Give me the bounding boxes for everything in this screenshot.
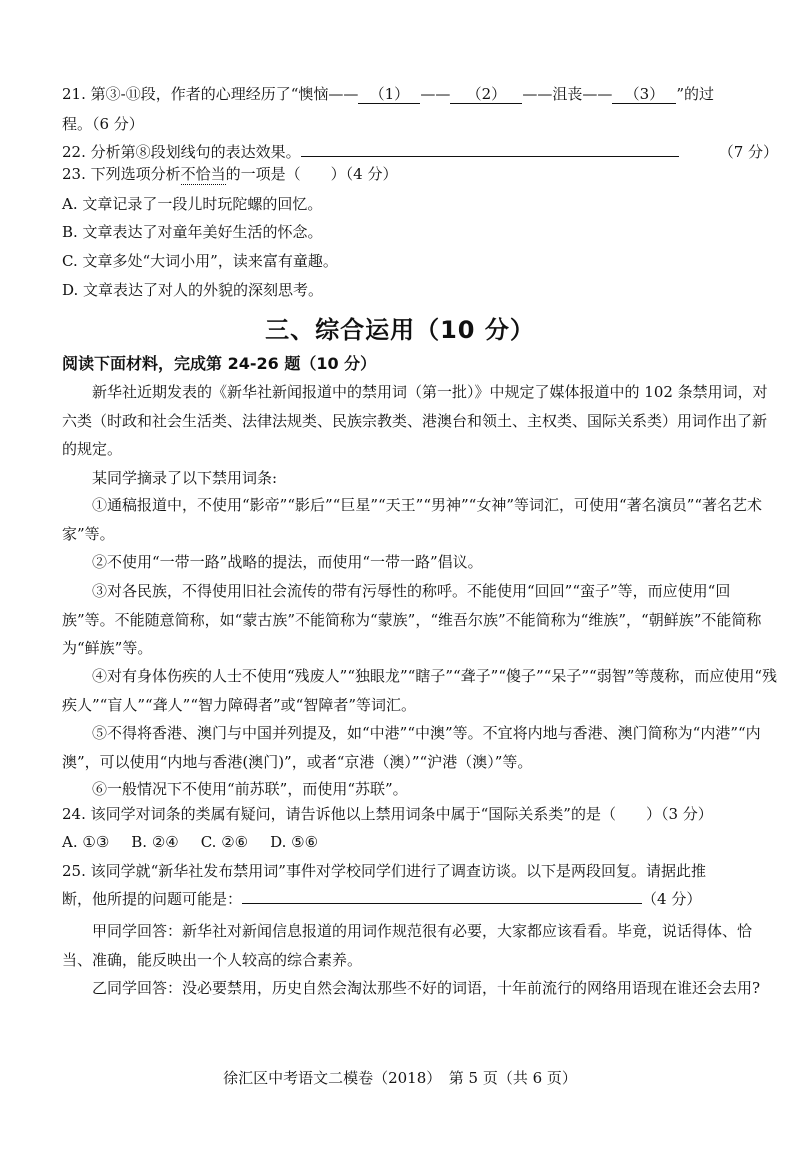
q22-answer-line[interactable]: [301, 142, 679, 157]
q21-blank-3[interactable]: [612, 85, 676, 104]
material-item-3: ③对各民族，不得使用旧社会流传的带有污辱性的称呼。不能使用“回回”“蛮子”等，而应使用“回族”等。不能随意简称，如“蒙古族”不能简称为“蒙族”，“维吾尔族”不能简称为“维族”，“朝鲜族”不能简称为“鲜族”等。: [62, 582, 762, 657]
q21-line2: 程。（6 分）: [62, 115, 144, 133]
q21-blank-2[interactable]: [450, 85, 522, 104]
q22-score: （7 分）: [718, 143, 778, 161]
q21-dash-1: ——: [420, 85, 451, 103]
q25-reply-b: 乙同学回答：没必要禁用，历史自然会淘汰那些不好的词语，十年前流行的网络用语现在谁还会去用?: [92, 979, 761, 997]
material-item-4: ④对有身体伤疾的人士不使用“残废人”“独眼龙”“瞎子”“聋子”“傻子”“呆子”“弱智”等蔑称，而应使用“残疾人”“盲人”“聋人”“智力障碍者”或“智障者”等词汇。: [62, 667, 778, 714]
q23-option-d[interactable]: D. 文章表达了对人的外貌的深刻思考。: [62, 281, 324, 299]
material-item-5: ⑤不得将香港、澳门与中国并列提及，如“中港”“中澳”等。不宜将内地与香港、澳门简称为“内港”“内澳”，可以使用“内地与香港(澳门)”，或者“京港（澳）”“沪港（澳）”等。: [62, 724, 761, 771]
q24-option-a[interactable]: A. ①③: [62, 833, 110, 851]
q25-answer-line[interactable]: [242, 889, 642, 904]
section-subhead: 阅读下面材料，完成第 24-26 题（10 分）: [62, 354, 377, 373]
q24-option-c[interactable]: C. ②⑥: [200, 833, 249, 851]
q23-emphasis: 不恰当: [180, 165, 226, 183]
q25-reply-a: 甲同学回答：新华社对新闻信息报道的用词作规范很有必要，大家都应该看看。毕竟，说话得体、恰当、准确，能反映出一个人较高的综合素养。: [62, 922, 753, 969]
section-title: 三、综合运用（10 分）: [265, 316, 535, 344]
q23-stem: [62, 163, 778, 185]
q24-option-b[interactable]: B. ②④: [131, 833, 179, 851]
q23-option-a[interactable]: A. 文章记录了一段儿时玩陀螺的回忆。: [62, 195, 323, 213]
q23-option-c[interactable]: C. 文章多处“大词小用”，读来富有童趣。: [62, 252, 338, 270]
q23-stem-b: 的一项是（ ）（4 分）: [225, 165, 398, 183]
q21-dash-2: ——沮丧——: [522, 85, 613, 103]
page-footer: 徐汇区中考语文二模卷（2018） 第 5 页（共 6 页）: [223, 1069, 577, 1087]
q25-line2: [62, 888, 778, 910]
q21-blank-1[interactable]: [358, 85, 420, 104]
q23-stem-a: 23. 下列选项分析: [62, 165, 181, 183]
q25-score: （4 分）: [642, 890, 702, 908]
q24-stem: 24. 该同学对词条的类属有疑问，请告诉他以上禁用词条中属于“国际关系类”的是（ ）（3 分）: [62, 805, 713, 823]
q23-option-b[interactable]: B. 文章表达了对童年美好生活的怀念。: [62, 223, 323, 241]
material-paragraph-2: 某同学摘录了以下禁用词条:: [92, 469, 278, 487]
q21-suffix: ”的过: [676, 85, 715, 103]
q21-line1: [62, 83, 778, 105]
q22-line: [62, 141, 778, 163]
q25-line2-text: 断，他所提的问题可能是：: [62, 890, 243, 908]
q22-text: 22. 分析第⑧段划线句的表达效果。: [62, 143, 301, 161]
material-item-6: ⑥一般情况下不使用“前苏联”，而使用“苏联”。: [92, 780, 408, 798]
material-item-2: ②不使用“一带一路”战略的提法，而使用“一带一路”倡议。: [92, 553, 483, 571]
q21-blank-3-label: （3）: [624, 85, 665, 103]
q21-blank-1-label: （1）: [369, 85, 410, 103]
q25-stem: 25. 该同学就“新华社发布禁用词”事件对学校同学们进行了调查访谈。以下是两段回复。请据此推: [62, 862, 706, 880]
q24-options: [62, 831, 778, 853]
q24-option-d[interactable]: D. ⑤⑥: [270, 833, 319, 851]
q21-blank-2-label: （2）: [466, 85, 507, 103]
q21-text: 21. 第③-⑪段，作者的心理经历了“懊恼——: [62, 85, 359, 103]
material-item-1: ①通稿报道中，不使用“影帝”“影后”“巨星”“天王”“男神”“女神”等词汇，可使用“著名演员”“著名艺术家”等。: [62, 496, 763, 543]
material-paragraph-1: 新华社近期发表的《新华社新闻报道中的禁用词（第一批）》中规定了媒体报道中的 102 条禁用词，对六类（时政和社会生活类、法律法规类、民族宗教类、港澳台和领土、主权类、国际关系类）用词作出了新的规定。: [62, 383, 768, 458]
